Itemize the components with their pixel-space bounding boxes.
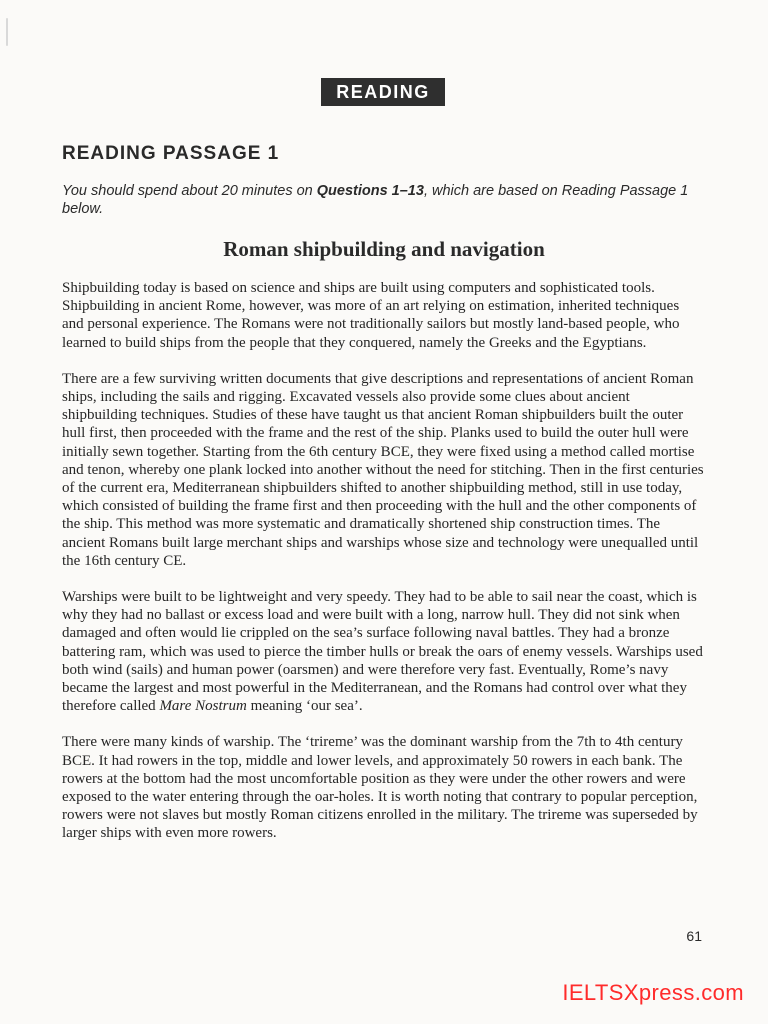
paragraph-1: Shipbuilding today is based on science and ships are built using computers and sophisticated tools. Shipbuilding in ancient Rome, however, was more of an art relying on estimation, inherited techniques and personal experience. The Romans were not traditionally sailors but mostly land-based people, who learned to build ships from the people that they conquered, namely the Greeks and the Egyptians. xyxy=(62,280,680,351)
paragraph-3-before: Warships were built to be lightweight and very speedy. They had to be able to sail near the coast, which is why they had no ballast or excess load and were built with a long, narrow hull. They did not sink when damaged and often would lie crippled on the sea’s surface following naval battles. They had a bronze battering ram, which was used to pierce the timber hulls or break the oars of enemy vessels. Warships used both wind (sails) and human power (oarsmen) and were therefore very fast. Eventually, Rome’s navy became the largest and most powerful in the Mediterranean, and the Romans had control over what they therefore called xyxy=(62,589,703,715)
article-body xyxy=(62,279,704,861)
page-number: 61 xyxy=(686,928,702,944)
section-label: READING xyxy=(321,78,445,106)
watermark-text: IELTSXpress.com xyxy=(562,980,744,1005)
scan-edge-mark xyxy=(6,18,8,46)
article-title: Roman shipbuilding and navigation xyxy=(223,237,545,261)
paragraph-3 xyxy=(62,588,704,715)
paragraph-2: There are a few surviving written documents that give descriptions and representations of ancient Roman ships, including the sails and rigging. Excavated vessels also provide some clues about ancient shipbuilding techniques. Studies of these have taught us that ancient Roman shipbuilders built the outer hull first, then proceeded with the frame and the rest of the ship. Planks used to build the outer hull were initially sewn together. Starting from the 6th century BCE, they were fixed using a method called mortise and tenon, whereby one plank locked into another without the need for stitching. Then in the first centuries of the current era, Mediterranean shipbuilders shifted to another shipbuilding method, still in use today, which consisted of building the frame first and then proceeding with the hull and the other components of the ship. This method was more systematic and dramatically shortened ship construction times. The ancient Romans built large merchant ships and warships whose size and technology were unequalled until the 16th century CE. xyxy=(62,370,704,569)
paragraph-3-italic: Mare Nostrum xyxy=(159,698,247,715)
instruction-questions: Questions 1–13 xyxy=(316,183,424,199)
instruction-after: , which are based on Reading Passage 1 below. xyxy=(62,183,689,217)
passage-heading: READING PASSAGE 1 xyxy=(62,143,280,164)
instruction-before: You should spend about 20 minutes on xyxy=(62,183,317,199)
paragraph-4: There were many kinds of warship. The ‘trireme’ was the dominant warship from the 7th to 4th century BCE. It had rowers in the top, middle and lower levels, and approximately 50 rowers in each bank. The rowers at the bottom had the most uncomfortable position as they were under the other rowers and were exposed to the water entering through the oar-holes. It is worth noting that contrary to popular perception, rowers were not slaves but mostly Roman citizens enrolled in the military. The trireme was superseded by larger ships with even more rowers. xyxy=(62,734,698,842)
paragraph-3-after: meaning ‘our sea’. xyxy=(246,698,363,715)
instruction-text xyxy=(62,182,702,218)
